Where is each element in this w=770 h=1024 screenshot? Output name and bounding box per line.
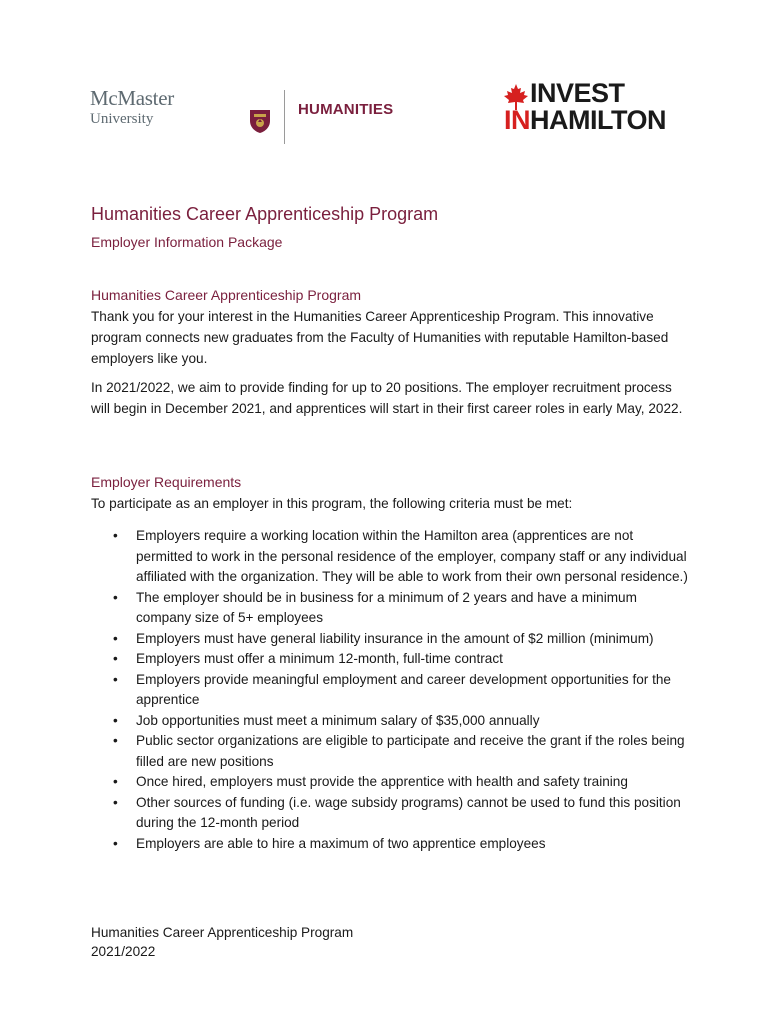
hamilton-word: HAMILTON xyxy=(530,105,666,135)
mcmaster-wordmark xyxy=(90,88,174,127)
document-title: Humanities Career Apprenticeship Program xyxy=(91,204,439,224)
mcmaster-crest-icon xyxy=(248,108,272,134)
list-item: • Employers provide meaningful employment and career development opportunities for the apprentice xyxy=(91,670,691,711)
document-subtitle: Employer Information Package xyxy=(91,234,283,250)
list-item: • Public sector organizations are eligible to participate and receive the grant if the roles being filled are new positions xyxy=(91,731,691,772)
invest-in-hamilton-logo xyxy=(504,80,674,138)
intro-paragraph: Thank you for your interest in the Humanities Career Apprenticeship Program. This innovative program connects new graduates from the Faculty of Humanities with reputable Hamilton-based employers like you. xyxy=(91,309,669,366)
logo-divider xyxy=(284,90,285,144)
mcmaster-name: McMaster xyxy=(90,86,174,110)
in-word: IN xyxy=(504,105,530,135)
invest-word: INVEST xyxy=(530,78,625,108)
funding-paragraph: In 2021/2022, we aim to provide finding for up to 20 positions. The employer recruitment process will begin in December 2021, and apprentices will start in their first career roles in early May, 2022. xyxy=(91,380,683,416)
list-item: • Employers are able to hire a maximum of two apprentice employees xyxy=(91,834,691,855)
list-item: • The employer should be in business for a minimum of 2 years and have a minimum company size of 5+ employees xyxy=(91,588,691,629)
section-heading-requirements: Employer Requirements xyxy=(91,474,242,490)
list-item: • Job opportunities must meet a minimum salary of $35,000 annually xyxy=(91,711,691,732)
in-hamilton-word xyxy=(504,107,666,134)
mcmaster-university: University xyxy=(90,111,154,127)
requirements-list xyxy=(91,526,691,854)
section-heading-program: Humanities Career Apprenticeship Program xyxy=(91,287,362,303)
footer-year: 2021/2022 xyxy=(91,944,156,959)
list-item: • Employers must offer a minimum 12-month, full-time contract xyxy=(91,649,691,670)
footer-program-name: Humanities Career Apprenticeship Program xyxy=(91,925,354,940)
list-item: • Employers require a working location within the Hamilton area (apprentices are not permitted to work in the personal residence of the employer, company staff or any individual affiliated with the organization. They will be able to work from their own personal residence.) xyxy=(91,526,691,588)
faculty-name: HUMANITIES xyxy=(298,101,394,118)
page-footer xyxy=(91,923,353,961)
requirements-intro: To participate as an employer in this program, the following criteria must be met: xyxy=(91,496,573,511)
list-item: • Employers must have general liability insurance in the amount of $2 million (minimum) xyxy=(91,629,691,650)
mcmaster-humanities-logo xyxy=(90,86,394,146)
list-item: • Other sources of funding (i.e. wage subsidy programs) cannot be used to fund this position during the 12-month period xyxy=(91,793,691,834)
list-item: • Once hired, employers must provide the apprentice with health and safety training xyxy=(91,772,691,793)
